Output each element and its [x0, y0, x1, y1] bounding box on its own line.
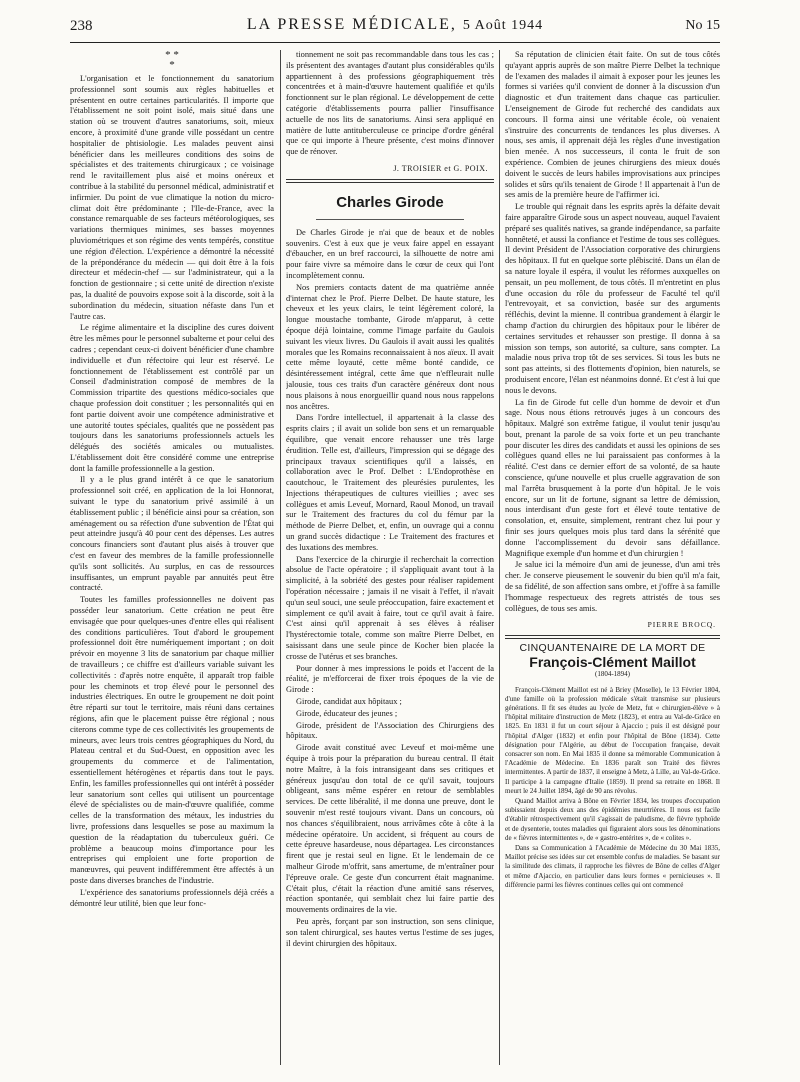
paragraph: Il y a le plus grand intérêt à ce que le sanatorium professionnel soit créé, en application de la loi Honnorat, suivant le type du sanatorium privé assimilé à un établissement public ; il bénéficie ainsi pour sa création, son aménagement ou sa réfection d'une subvention de l'État qui peut atteindre jusqu'à 40 pour cent des dépenses. Les autres concours financiers sont d'autant plus aisés à trouver que c'est en faveur des membres de la famille professionnelle qu'ils sont sollicités. Au surplus, en cas de ressources insuffisantes, un emprunt payable par annuités peut être contracté.	[70, 475, 274, 593]
paragraph: Pour donner à mes impressions le poids et l'accent de la réalité, je m'efforcerai de fixer trois époques de la vie de Girode :	[286, 663, 494, 695]
article-title: Charles Girode	[336, 193, 444, 211]
column-left	[70, 50, 274, 1060]
header-rule	[70, 42, 720, 43]
column-right	[505, 50, 720, 1060]
paragraph: François-Clément Maillot est né à Briey (Moselle), le 13 Février 1804, d'une famille où la profession médicale s'était transmise sur plusieurs générations. Il fit ses études au lycée de Metz, fut « chirurgien-élève » à l'hôpital militaire d'instruction de Metz (1823), et entra au Val-de-Grâce en 1825. En 1831 il fut un court séjour à Ajaccio ; puis il est désigné pour l'hôpital d'Alger (1832) et enfin pour l'hôpital de Bône (1834). Cette désignation pour l'Algérie, au début de l'occupation française, devait consacrer son nom. En Mai 1835 il donne sa mémorable Communication à l'Académie de Médecine. En 1836 paraît son Traité des fièvres intermittentes. A partir de 1837, il enseigne à Metz, à Lille, au Val-de-Grâce. Il participe à la campagne d'Italie (1859). Il prend sa retraite en 1868. Il meurt le 24 Juillet 1894, âgé de 90 ans révolus.	[505, 685, 720, 795]
paragraph: L'organisation et le fonctionnement du sanatorium professionnel sont soumis aux règles habituelles et présentent en outre certaines particularités. Il importe que l'établissement ne soit point isolé, mais situé dans une station où se trouvent d'autres sanatoriums, soit, mieux encore, à proximité d'une grande ville possédant un centre hospitalier de phtisiologie. Les malades peuvent ainsi bénéficier dans les meilleures conditions des soins de spécialistes et des traitements chirurgicaux ; ce voisinage rend le ravitaillement plus aisé et moins onéreux et contribue à la stabilité du personnel médical, administratif et infirmier. Du point de vue climatique la notion du micro-climat doit être prédominante ; l'Ile-de-France, avec la constance remarquable de ses facteurs météorologiques, ses variations thermiques minimes, ses basses moyennes pluviométriques et son régime des vents tempérés, constitue une région d'élection. L'expérience a démontré la nécessité de la prépondérance du médecin — qui doit être à la fois directeur et médecin-chef — sur l'administrateur, qui a la fonction de gestionnaire ; si cette unité de direction n'existe pas, la dualité de pouvoirs expose soit à la discorde, soit à la subordination du médecin, situation néfaste dans l'un et l'autre cas.	[70, 74, 274, 321]
article-signature: J. TROISIER et G. POIX.	[393, 163, 488, 173]
paragraph: L'expérience des sanatoriums professionnels déjà créés a démontré leur utilité, bien que leur fonc-	[70, 887, 274, 908]
paragraph: Sa réputation de clinicien était faite. On sut de tous côtés qu'ayant appris auprès de son maître Pierre Delbet la technique de l'examen des malades il aimait à exposer pour les jeunes les formes si variées qu'il convient de donner à la discussion d'un diagnostic et d'un traitement dans chaque cas particulier. L'enseignement de Girode fut recherché des candidats aux concours. Il forma ainsi une véritable école, où venaient s'instruire des concurrents de tendances les plus diverses. A nous, ses amis, il apprenait déjà les règles d'une investigation bien menée. A nos successeurs, il conta le fruit de son expérience. Combien de jeunes chirurgiens des mieux doués doivent le succès de leurs habiles improvisations aux principes solides et sûrs qu'ils tenaient de Girode ! Il appartenait à l'un de ses amis de la première heure de l'affirmer ici.	[505, 50, 720, 200]
column-divider	[499, 50, 500, 1065]
maillot-article-body	[505, 686, 720, 890]
life-dates: (1804-1894)	[595, 669, 630, 678]
article-title: François-Clément Maillot	[529, 654, 696, 671]
paragraph: Toutes les familles professionnelles ne doivent pas posséder leur sanatorium. Cette création ne peut être envisagée que pour quelques-unes d'entre elles qui réalisent des conditions particulières. Tout d'abord le groupement professionnel doit être numériquement important ; on doit prévoir en moyenne 3 lits de sanatorium par chaque millier de travailleurs ; ce chiffre est d'ailleurs variable suivant les collectivités : d'après notre enquête, il apparaît trop faible pour les cheminots et trop élevé pour le personnel des industries électriques. En outre le groupement ne doit point être réparti sur tout le territoire, mais réuni dans certaines régions, afin que le placement puisse être régional ; nous citerons comme type de ces collectivités les groupements de mineurs, avec leurs trois centres géographiques du Nord, du Plateau central et du Sud-Ouest, en opposition avec les groupements du commerce et de l'alimentation, essentiellement hétérogènes et répartis dans tout le pays. Enfin, les familles professionnelles qui ont intérêt à posséder leur sanatorium sont celles qui utilisent un pourcentage élevé de spécialistes ou de main-d'œuvre qualifiée, comme celles de la transformation des métaux, les industries du livre, professions dans lesquelles se pose au maximum la question de la réadaptation du tuberculeux guéri. Ce problème a beaucoup moins d'importance pour les entreprises qui emploient une forte proportion de manœuvres, qui peuvent indifféremment être affectés à un poste dans diverses branches de l'industrie.	[70, 595, 274, 885]
paragraph: Girode, président de l'Association des Chirurgiens des hôpitaux.	[286, 720, 494, 741]
column-middle	[286, 50, 494, 1060]
paragraph: Girode avait constitué avec Leveuf et moi-même une équipe à trois pour la préparation du bureau central. Il était notre Maître, à la fois intransigeant dans ses critiques et généreux jusqu'au don total de ce qu'il savait, toujours obligeant, sans même espérer en retour de semblables services. De cette libéralité, il me donna une preuve, dont le souvenir m'est resté toujours vivant. Dans un concours, où nos chances s'équilibraient, nous arrivâmes côte à côte à la médecine opératoire. Un accident, si fréquent au cours de cette épreuve hasardeuse, nous départagea. Les circonstances firent que je restai seul en ligne. Et le lendemain de ce malheur Girode m'offrit, sans amertume, de m'entraîner pour l'épreuve orale. Ce geste d'un concurrent était magnanime. C'était plus, c'était la réaction d'une amitié sans réserves, réaction spontanée, qui semblait chez lui faire partie des mouvements ordinaires de la vie.	[286, 743, 494, 915]
paragraph: tionnement ne soit pas recommandable dans tous les cas ; ils présentent des avantages d'autant plus considérables qu'ils appartiennent à des professions géographiquement très concentrées et à main-d'œuvre hautement qualifiée et qu'ils fonctionnent sur le plan régional. Le développement de cette catégorie d'établissements pourra pallier l'insuffisance actuelle de nos lits de sanatoriums. Ainsi sera appliqué en matière de lutte antituberculeuse ce principe d'ordre général que ce qui importe à l'heure présente, c'est moins d'innover que de rénover.	[286, 50, 494, 157]
article-separator	[505, 635, 720, 639]
section-separator-stars: * * *	[165, 50, 179, 71]
page-header	[70, 16, 720, 40]
paragraph: Girode, éducateur des jeunes ;	[296, 708, 398, 718]
paragraph: Quand Maillot arriva à Bône en Février 1834, les troupes d'occupation subissaient depuis deux ans des épidémies meurtrières. Il nous est facile d'établir rétrospectivement qu'il s'agissait de paludisme, de fièvre typhoïde et de dysenterie, toutes maladies qui figuraient alors sous les dénominations de « fièvres intermittentes », de « gastro-entérites », de « colites ».	[505, 797, 720, 842]
paragraph: Peu après, forçant par son instruction, son sens clinique, son talent chirurgical, ses hautes vertus l'estime de ses juges, il devint chirurgien des hôpitaux.	[286, 916, 494, 948]
issue-number: No 15	[685, 18, 720, 33]
column-divider	[280, 50, 281, 1065]
paragraph: Girode, candidat aux hôpitaux ;	[296, 697, 402, 707]
paragraph: Nos premiers contacts datent de ma quatrième année d'internat chez le Prof. Pierre Delbet. De haute stature, les cheveux et les yeux clairs, le teint légèrement coloré, la longue moustache tombante, Girode m'apparut, à cette époque déjà lointaine, comme l'image parfaite du Gaulois suivant les vieux livres. Du Gaulois il avait aussi les qualités morales que les Romains reconnaissaient à nos aïeux. Il avait cette même loyauté, cette même bonté candide, ce désintéressement intégral, cette âme que n'effleurait nulle jalousie, tous ces traits d'un caractère généreux dont nous nous plaisons à nous enorgueillir quand nous nous rappelons nos ancêtres.	[286, 282, 494, 411]
paragraph: Je salue ici la mémoire d'un ami de jeunesse, d'un ami très cher. Je conserve pieusement le souvenir du bien qu'il m'a fait, de sa fidélité, de son affection sans ombre, et j'offre à sa famille l'hommage respectueux des regrets attristés de tous ses collègues, de tous ses amis.	[505, 560, 720, 613]
paragraph: De Charles Girode je n'ai que de beaux et de nobles souvenirs. C'est à eux que je veux faire appel en essayant d'ébaucher, en un bref raccourci, la silhouette de notre ami pour faire vivre sa mémoire dans le cœur de ceux qui l'ont incomplètement connu.	[286, 227, 494, 280]
title-underline	[316, 219, 464, 220]
article-signature: PIERRE BROCQ.	[647, 620, 716, 630]
page-number: 238	[70, 18, 93, 34]
journal-masthead	[70, 16, 720, 34]
paragraph: La fin de Girode fut celle d'un homme de devoir et d'un sage. Nous nous étions retrouvés juges à un concours des hôpitaux. Malgré son extrême fatigue, il voulut tenir jusqu'au bout, prenant la parole de sa voix forte et un peu tranchante pour discuter les dires des candidats et aussi les opinions de ses collègues quand elles ne lui paraissaient pas conformes à la réalité. C'est dans ce dernier effort de sa volonté, de sa haute conscience, qu'une nouvelle et plus cruelle aggravation de son mal l'arrêta brusquement à la porte d'un hôpital. Je le vois encore, sur un lit de fortune, signant sa lettre de démission, nous interdisant d'un geste fort et élevé toute tentative de consolation, et, ensuite, simplement, rentrant chez lui pour y finir ses jours quelques mois plus tard dans la sérénité que donne l'accomplissement du devoir sans défaillance. Magnifique exemple d'un homme et d'un chirurgien !	[505, 397, 720, 558]
paragraph: Dans sa Communication à l'Académie de Médecine du 30 Mai 1835, Maillot précise ses idées sur cet ensemble confus de maladies. Se basant sur la similitude des climats, il rapproche les fièvres de Bône de celles d'Alger et même d'Ajaccio, en particulier dans leurs formes « pernicieuses ». Il différencie parmi les fièvres continues celles qui ont commencé	[505, 844, 720, 889]
journal-title: LA PRESSE MÉDICALE,	[246, 16, 457, 33]
paragraph: Le trouble qui régnait dans les esprits après la défaite devait faire apparaître Girode sous un aspect nouveau, auquel l'avaient préparé ses qualités natives, sa grande indépendance, sa parfaite honnêteté, et aussi la confiance et l'estime de tous ses collègues. Il devint Président de l'Association corporative des chirurgiens des hôpitaux. Il fut en quelque sorte plébiscité. Dans un élan de sa nature loyale il espéra, il voulut les réformes auxquelles on pensait, un peu mollement, de tous côtés. Il m'entretint en plus d'une occasion du rôle du professeur de Faculté tel qu'il l'entrevoyait, et sa conviction, basée sur des arguments réfléchis, devint la mienne. Il contribua grandement à élargir le champ d'action du chirurgien des hôpitaux pour le libérer de certaines servitudes et rehausser son prestige. Il donna à sa mission son temps, son autorité, sa culture, sans compter. La maladie nous priva trop tôt de ses services. Si tous les buts ne sont pas atteints, si des flottements d'opinion, bien naturels, se produisent encore, l'élan est néanmoins donné. Et c'est à lui que nous le devons.	[505, 202, 720, 395]
section-heading: CINQUANTENAIRE DE LA MORT DE	[519, 642, 706, 655]
paragraph: Le régime alimentaire et la discipline des cures doivent être les mêmes pour le personnel subalterne et pour celui des cadres ; cependant ceux-ci doivent bénéficier d'une chambre individuelle et d'un réfectoire qui leur est réservé. Le fonctionnement de l'établissement est contrôlé par un Conseil d'administration composé de membres de la Commission tripartite des questions médico-sociales que chaque profession doit constituer ; les personnalités qui en font partie doivent avoir une compétence administrative et une autorité toutes spéciales, qualités que ne possèdent pas toujours dans les sanatoriums professionnels actuels les délégués des sociétés amicales ou mutualistes. L'établissement doit être considéré comme une entreprise dont la famille professionnelle a la gestion.	[70, 323, 274, 473]
issue-date: 5 Août 1944	[462, 18, 544, 33]
paragraph: Dans l'ordre intellectuel, il appartenait à la classe des esprits clairs ; il avait un solide bon sens et un remarquable équilibre, que venait encore rehausser une très large érudition. Telle est, d'ailleurs, l'impression qui se dégage des principaux travaux scientifiques qu'il a laissés, en collaboration avec le Prof. Delbet : L'Endoprothèse en caoutchouc, le Traitement des pleurésies purulentes, les Injections thérapeutiques de cultures vieillies ; avec ses collègues et amis Leveuf, Mornard, Raoul Monod, un travail sur le Traitement des fractures du col du fémur par la méthode de Pierre Delbet, et, enfin, un ouvrage qui a connu un grand succès didactique : Le Traitement des fractures et des luxations des membres.	[286, 413, 494, 552]
article-separator	[286, 179, 494, 183]
paragraph: Dans l'exercice de la chirurgie il recherchait la correction absolue de l'acte opératoire ; il s'appliquait avant tout à la simplicité, à la sobriété des gestes pour réaliser rapidement l'opération nécessaire ; jamais il ne visait à l'effet, il n'avait qu'un seul souci, une seule préoccupation, faire exactement et simplement ce qu'il avait à faire, tout ce qu'il avait à faire. C'est ainsi qu'il apprenait à ses élèves à réaliser l'hystérectomie totale, comme son maître Pierre Delbet, en saisissant dans une seule pince de Kocher bien placée la crosse de l'utérus et ses branches.	[286, 554, 494, 661]
